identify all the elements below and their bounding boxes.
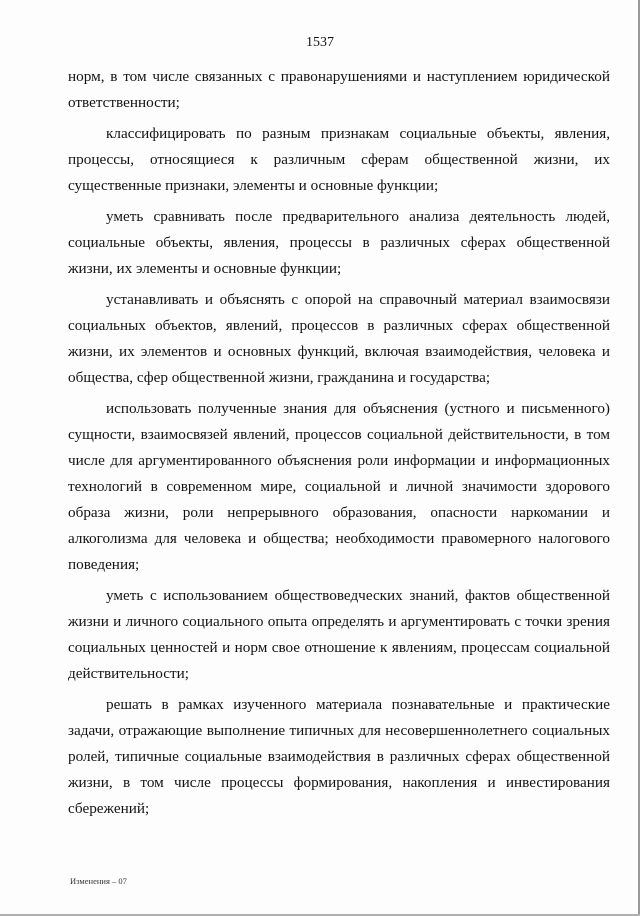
footer-revision-note: Изменения – 07	[70, 876, 127, 886]
paragraph-5: использовать полученные знания для объяснения (устного и письменного) сущности, взаимосвязей явлений, процессов социальной действительности, в том числе для аргументированного объяснения роли информации и информационных технологий в современном мире, социальной и личной значимости здорового образа жизни, роли непрерывного образования, опасности наркомании и алкоголизма для человека и общества; необходимости правомерного налогового поведения;	[68, 400, 610, 573]
paragraph-3: уметь сравнивать после предварительного анализа деятельность людей, социальные объекты, явления, процессы в различных сферах общественной жизни, их элементы и основные функции;	[68, 208, 610, 277]
paragraph-6: уметь с использованием обществоведческих знаний, фактов общественной жизни и личного социального опыта определять и аргументировать с точки зрения социальных ценностей и норм свое отношение к явлениям, процессам социальной действительности;	[68, 587, 610, 682]
page-number: 1537	[306, 35, 334, 50]
paragraph-7: решать в рамках изученного материала познавательные и практические задачи, отражающие выполнение типичных для несовершеннолетнего социальных ролей, типичные социальные взаимодействия в различных сферах общественной жизни, в том числе процессы формирования, накопления и инвестирования сбережений;	[68, 696, 610, 817]
paragraph-2: классифицировать по разным признакам социальные объекты, явления, процессы, относящиеся к различным сферам общественной жизни, их существенные признаки, элементы и основные функции;	[68, 125, 610, 194]
document-body	[68, 64, 610, 827]
paragraph-1: норм, в том числе связанных с правонарушениями и наступлением юридической ответственности;	[68, 68, 610, 111]
paragraph-4: устанавливать и объяснять с опорой на справочный материал взаимосвязи социальных объектов, явлений, процессов в различных сферах общественной жизни, их элементов и основных функций, включая взаимодействия, человека и общества, сфер общественной жизни, гражданина и государства;	[68, 291, 610, 386]
